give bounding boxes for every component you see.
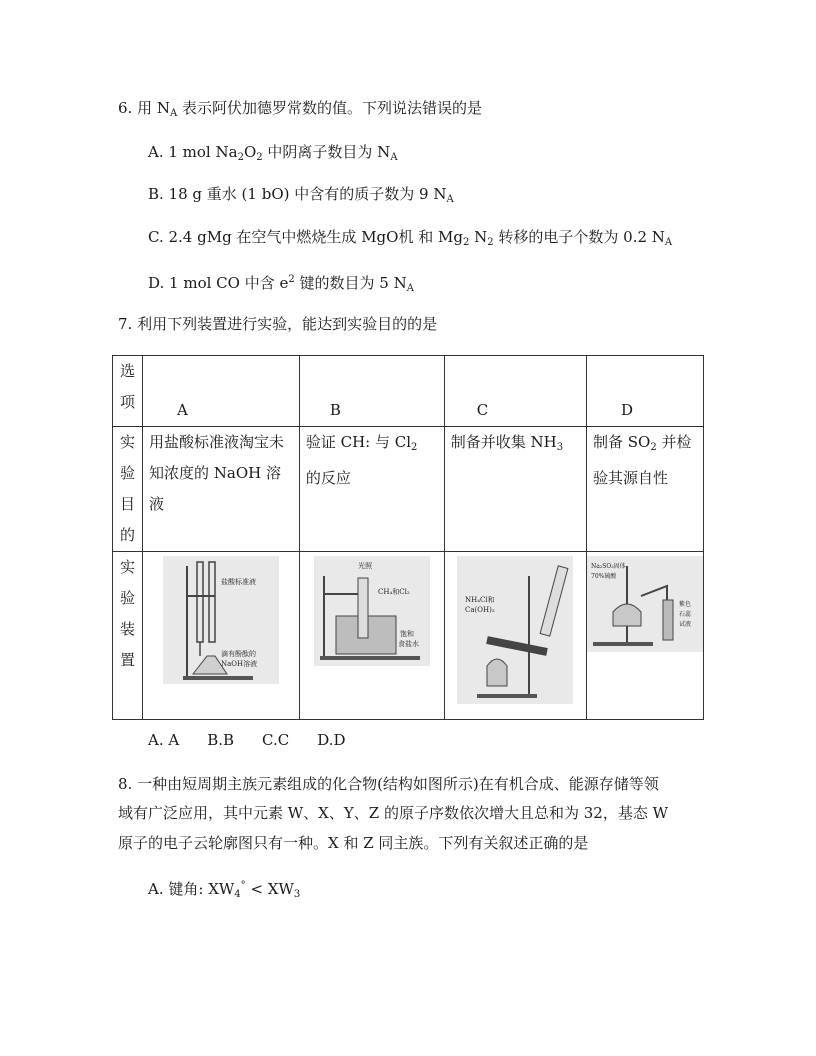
answer-option: C.C [262, 731, 290, 749]
svg-text:Na₂SO₃固体: Na₂SO₃固体 [591, 563, 626, 570]
header-label-cell [113, 356, 143, 427]
q7-stem: 7. 利用下列装置进行实验，能达到实验目的的是 [118, 315, 438, 333]
purpose-c: 制备并收集 $NH_3$ [444, 427, 586, 552]
q6-option-d: D. 1 mol CO 中含 $e^2$ 键的数目为 5 $N_A$ [148, 274, 414, 294]
q8-stem-line1: 8. 一种由短周期主族元素组成的化合物(结构如图所示)在有机合成、能源存储等领 [118, 775, 659, 793]
purpose-label-char: 的 [119, 526, 135, 544]
apparatus-a-cell [142, 552, 299, 720]
header-label-char: 选 [119, 362, 135, 380]
q6-option-b: B. 18 g 重水 (1 bO) 中含有的质子数为 9 $N_A$ [148, 185, 454, 205]
purpose-b: 验证 CH: 与 $Cl_2$ 的反应 [299, 427, 444, 552]
q6-option-c: C. 2.4 gMg 在空气中燃烧生成 MgO机 和 $Mg_2$ $N_2$ 转移的电子个数为 0.2 $N_A$ [148, 228, 673, 248]
methane-chlorine-apparatus-image [314, 556, 430, 666]
svg-text:70%硫酸: 70%硫酸 [591, 573, 617, 580]
svg-text:光照: 光照 [357, 562, 372, 570]
header-label-char: 项 [119, 393, 135, 411]
titration-apparatus-image [163, 556, 279, 684]
apparatus-b-cell [299, 552, 444, 720]
table-header-row [113, 356, 704, 427]
purpose-label-char: 验 [119, 464, 135, 482]
svg-text:Ca(OH)₂: Ca(OH)₂ [465, 606, 495, 614]
svg-text:石蕊: 石蕊 [679, 611, 692, 618]
purpose-label-char: 目 [119, 495, 135, 513]
purpose-label-cell [113, 427, 143, 552]
column-a-header: A [142, 356, 299, 427]
purpose-a: 用盐酸标准液淘宝未知浓度的 NaOH 溶液 [142, 427, 299, 552]
answer-option: B.B [207, 731, 235, 749]
q8-stem-line3: 原子的电子云轮廓图只有一种。X 和 Z 同主族。下列有关叙述正确的是 [118, 834, 589, 852]
q6-option-a: A. 1 mol $Na_2O_2$ 中阴离子数目为 $N_A$ [148, 143, 398, 163]
svg-text:NH₄Cl和: NH₄Cl和 [465, 596, 495, 604]
q6-stem: 6. 用 $N_A$ 表示阿伏加德罗常数的值。下列说法错误的是 [118, 99, 482, 119]
purpose-row [113, 427, 704, 552]
q8-option-a: A. 键角: $XW_4^\circ < XW_3$ [148, 880, 301, 900]
svg-text:饱和: 饱和 [399, 630, 414, 638]
purpose-label-char: 实 [119, 433, 135, 451]
svg-text:紫色: 紫色 [679, 601, 692, 608]
column-b-header: B [299, 356, 444, 427]
apparatus-d-cell [587, 552, 704, 720]
apparatus-label-cell [113, 552, 143, 720]
q8-stem-line2: 域有广泛应用，其中元素 W、X、Y、Z 的原子序数依次增大且总和为 32，基态 W [118, 804, 669, 822]
sulfur-dioxide-apparatus-image [587, 556, 703, 652]
apparatus-c-cell [444, 552, 586, 720]
svg-text:食盐水: 食盐水 [397, 640, 419, 648]
svg-text:试液: 试液 [679, 621, 692, 628]
apparatus-label-char: 验 [119, 589, 135, 607]
apparatus-label-char: 装 [119, 620, 135, 638]
svg-text:NaOH溶液: NaOH溶液 [220, 660, 258, 668]
svg-text:盐酸标准液: 盐酸标准液 [220, 578, 256, 586]
answer-option: A. A [148, 731, 180, 749]
answer-option: D.D [317, 731, 346, 749]
purpose-d: 制备 $SO_2$ 并检验其源自性 [587, 427, 704, 552]
apparatus-label-char: 置 [119, 651, 135, 669]
column-d-header: D [587, 356, 704, 427]
apparatus-label-char: 实 [119, 558, 135, 576]
apparatus-row [113, 552, 704, 720]
q7-answer-options [148, 730, 374, 750]
column-c-header: C [444, 356, 586, 427]
ammonia-apparatus-image [457, 556, 573, 704]
svg-text:CH₄和Cl₂: CH₄和Cl₂ [377, 588, 410, 596]
experiment-table [112, 355, 704, 720]
svg-text:滴有酚酞的: 滴有酚酞的 [220, 650, 256, 658]
